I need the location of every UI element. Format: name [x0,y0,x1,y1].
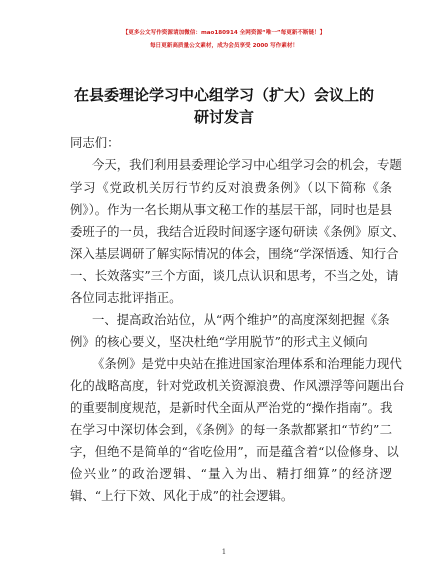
text-line: 化的战略高度，针对党政机关资源浪费、作风漂浮等问题出台 [70,378,405,393]
text-line: 今天，我们利用县委理论学习中心组学习会的机会，专题 [92,157,402,172]
title-line-1: 在县委理论学习中心组学习（扩大）会议上的 [73,86,374,104]
promo-banner-line-1: 【更多公文写作资源请加微信：mao180914 全网资源“唯一”每更新不断链！】 [122,30,326,36]
page-number: 1 [221,548,227,556]
promo-banner-line-2: 每日更新高质量公文素材，成为会员享受 2000 写作素材！ [149,43,299,49]
text-line: 《条例》是党中央站在推进国家治理体系和治理能力现代 [92,356,402,371]
text-line: 在学习中深切体会到，《条例》的每一条款都紧扣“节约”二 [70,422,392,437]
text-line: 学习《党政机关厉行节约反对浪费条例》（以下简称《条 [70,180,392,195]
title-line-2: 研讨发言 [193,108,254,126]
text-line: 委班子的一员，我结合近段时间逐字逐句研读《条例》原文、 [70,224,405,239]
text-line: 的重要制度规范，是新时代全面从严治党的“操作指南”。我 [70,400,393,415]
text-line: 例》）。作为一名长期从事文秘工作的基层干部，同时也是县 [70,202,393,217]
text-line: 辑、“上行下效、风化于成”的社会逻辑。 [70,488,294,503]
section-heading-line: 例》的核心要义，坚决杜绝“学用脱节”的形式主义倾向 [70,334,368,349]
text-line: 俭兴业”的政治逻辑、“量入为出、精打细算”的经济逻 [70,466,392,481]
salutation: 同志们： [70,135,120,150]
document-title [40,84,408,128]
section-heading-line: 一、提高政治站位，从“两个维护”的高度深刻把握《条 [92,312,390,327]
text-line: 各位同志批评指正。 [70,290,182,305]
text-line: 字，但绝不是简单的“省吃俭用”，而是蕴含着“以俭修身、以 [70,444,399,459]
text-line: 深入基层调研了解实际情况的体会，围绕“学深悟透、知行合 [70,246,399,261]
text-line: 一、长效落实”三个方面，谈几点认识和思考，不当之处，请 [70,268,399,283]
